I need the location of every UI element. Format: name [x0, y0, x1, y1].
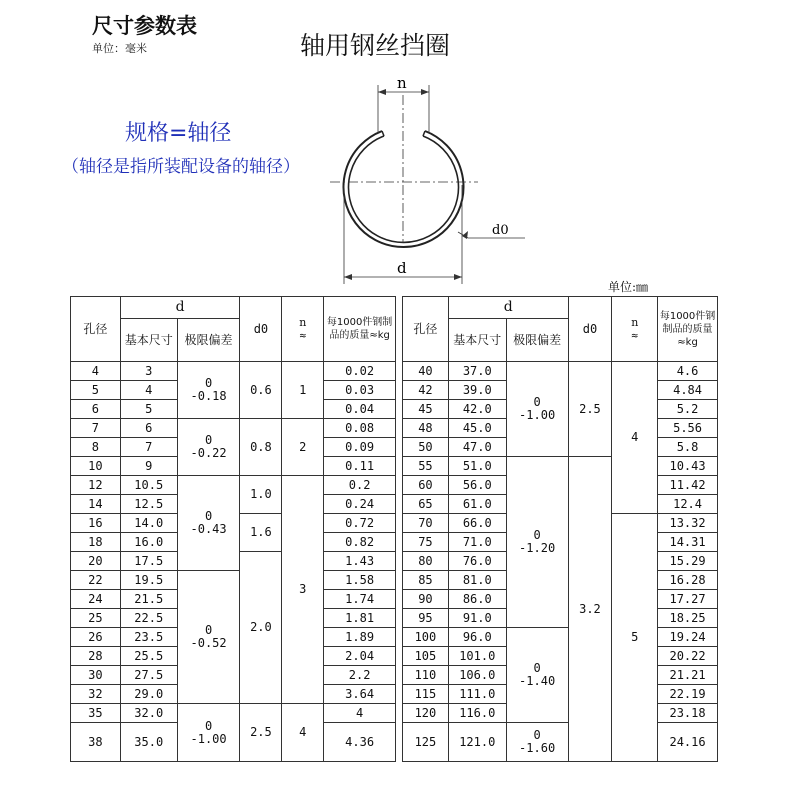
hole-size-cell: 60 — [403, 476, 449, 495]
d-label: d — [397, 259, 407, 277]
tolerance-cell — [506, 457, 568, 628]
d0-cell: 3.2 — [568, 457, 612, 762]
mass-cell: 22.19 — [658, 685, 718, 704]
hole-size-cell: 4 — [71, 362, 121, 381]
hole-size-cell: 50 — [403, 438, 449, 457]
hole-size-cell: 85 — [403, 571, 449, 590]
basic-size-cell: 47.0 — [448, 438, 506, 457]
table-row — [71, 571, 396, 590]
hole-size-cell: 100 — [403, 628, 449, 647]
header-tolerance: 极限偏差 — [177, 319, 240, 362]
retaining-ring-diagram — [0, 0, 790, 295]
hole-size-cell: 18 — [71, 533, 121, 552]
basic-size-cell: 66.0 — [448, 514, 506, 533]
hole-size-cell: 24 — [71, 590, 121, 609]
basic-size-cell: 21.5 — [120, 590, 177, 609]
header-unit: 单位：毫米 — [92, 42, 147, 55]
tolerance-cell — [506, 362, 568, 457]
mass-cell: 4.6 — [658, 362, 718, 381]
mass-cell: 1.81 — [324, 609, 396, 628]
header-n-approx: ≈ — [631, 329, 639, 342]
hole-size-cell: 6 — [71, 400, 121, 419]
basic-size-cell: 42.0 — [448, 400, 506, 419]
header-d0: d0 — [240, 297, 282, 362]
header-hole: 孔径 — [71, 297, 121, 362]
basic-size-cell: 5 — [120, 400, 177, 419]
mass-cell: 0.72 — [324, 514, 396, 533]
mass-cell: 19.24 — [658, 628, 718, 647]
n-cell: 2 — [282, 419, 324, 476]
hole-size-cell: 38 — [71, 723, 121, 762]
tolerance-lower: -1.60 — [519, 741, 556, 755]
n-cell: 1 — [282, 362, 324, 419]
tolerance-upper: 0 — [204, 433, 213, 447]
spec-table-left — [70, 296, 396, 762]
basic-size-cell: 12.5 — [120, 495, 177, 514]
hole-size-cell: 70 — [403, 514, 449, 533]
tolerance-upper: 0 — [533, 395, 541, 409]
header-tolerance: 极限偏差 — [506, 319, 568, 362]
mass-cell: 5.56 — [658, 419, 718, 438]
hole-size-cell: 42 — [403, 381, 449, 400]
ring-gap-right — [423, 131, 425, 136]
header-n-symbol: n — [631, 316, 639, 329]
basic-size-cell: 10.5 — [120, 476, 177, 495]
basic-size-cell: 14.0 — [120, 514, 177, 533]
hole-size-cell: 28 — [71, 647, 121, 666]
basic-size-cell: 16.0 — [120, 533, 177, 552]
hole-size-cell: 8 — [71, 438, 121, 457]
basic-size-cell: 4 — [120, 381, 177, 400]
basic-size-cell: 22.5 — [120, 609, 177, 628]
tolerance-lower: -1.40 — [519, 674, 556, 688]
tolerance-lower: -1.20 — [519, 541, 556, 555]
mass-cell: 12.4 — [658, 495, 718, 514]
basic-size-cell: 29.0 — [120, 685, 177, 704]
basic-size-cell: 6 — [120, 419, 177, 438]
header-n-approx: ≈ — [299, 329, 307, 342]
tolerance-lower: -1.00 — [519, 408, 556, 422]
mass-cell: 2.2 — [324, 666, 396, 685]
mass-cell: 14.31 — [658, 533, 718, 552]
header-hole: 孔径 — [403, 297, 449, 362]
basic-size-cell: 101.0 — [448, 647, 506, 666]
mass-cell: 21.21 — [658, 666, 718, 685]
tolerance-cell — [177, 476, 240, 571]
mass-cell: 10.43 — [658, 457, 718, 476]
tolerance-cell — [506, 628, 568, 723]
mass-cell: 20.22 — [658, 647, 718, 666]
tolerance-upper: 0 — [204, 718, 213, 733]
basic-size-cell: 35.0 — [120, 723, 177, 762]
mass-cell: 2.04 — [324, 647, 396, 666]
hole-size-cell: 75 — [403, 533, 449, 552]
header-title: 尺寸参数表 — [92, 14, 197, 38]
table-row — [403, 723, 718, 762]
hole-size-cell: 14 — [71, 495, 121, 514]
basic-size-cell: 9 — [120, 457, 177, 476]
hole-size-cell: 105 — [403, 647, 449, 666]
d0-label: d0 — [492, 223, 509, 238]
hole-size-cell: 25 — [71, 609, 121, 628]
spec-note: （轴径是指所装配设备的轴径） — [62, 157, 300, 177]
hole-size-cell: 125 — [403, 723, 449, 762]
hole-size-cell: 5 — [71, 381, 121, 400]
hole-size-cell: 20 — [71, 552, 121, 571]
basic-size-cell: 106.0 — [448, 666, 506, 685]
header-n-symbol: n — [299, 316, 307, 329]
tolerance-upper: 0 — [204, 509, 213, 523]
n-cell: 5 — [612, 514, 658, 762]
mass-cell: 11.42 — [658, 476, 718, 495]
tolerance-upper: 0 — [533, 528, 541, 542]
mass-cell: 4.36 — [324, 723, 396, 762]
hole-size-cell: 90 — [403, 590, 449, 609]
mass-cell: 1.58 — [324, 571, 396, 590]
n-cell: 4 — [282, 704, 324, 762]
hole-size-cell: 80 — [403, 552, 449, 571]
basic-size-cell: 121.0 — [448, 723, 506, 762]
basic-size-cell: 61.0 — [448, 495, 506, 514]
mass-cell: 24.16 — [658, 723, 718, 762]
basic-size-cell: 96.0 — [448, 628, 506, 647]
basic-size-cell: 111.0 — [448, 685, 506, 704]
d0-cell: 2.0 — [240, 552, 282, 704]
mass-cell: 1.74 — [324, 590, 396, 609]
mass-cell: 5.2 — [658, 400, 718, 419]
mass-cell: 1.43 — [324, 552, 396, 571]
basic-size-cell: 25.5 — [120, 647, 177, 666]
basic-size-cell: 27.5 — [120, 666, 177, 685]
header-n — [282, 297, 324, 362]
d0-cell: 1.6 — [240, 514, 282, 552]
hole-size-cell: 40 — [403, 362, 449, 381]
hole-size-cell: 95 — [403, 609, 449, 628]
mass-cell: 16.28 — [658, 571, 718, 590]
table-row — [403, 628, 718, 647]
d0-cell: 1.0 — [240, 476, 282, 514]
basic-size-cell: 3 — [120, 362, 177, 381]
mass-cell: 13.32 — [658, 514, 718, 533]
d0-cell: 2.5 — [568, 362, 612, 457]
mass-cell: 0.08 — [324, 419, 396, 438]
header-d: d — [448, 297, 568, 319]
mass-cell: 0.82 — [324, 533, 396, 552]
tolerance-lower: -1.00 — [190, 731, 227, 746]
header-basic-size: 基本尺寸 — [448, 319, 506, 362]
tolerance-upper: 0 — [204, 623, 213, 637]
d0-cell: 2.5 — [240, 704, 282, 762]
table-unit: 单位:㎜ — [608, 280, 649, 294]
basic-size-cell: 39.0 — [448, 381, 506, 400]
header-n — [612, 297, 658, 362]
hole-size-cell: 110 — [403, 666, 449, 685]
basic-size-cell: 81.0 — [448, 571, 506, 590]
mass-cell: 0.2 — [324, 476, 396, 495]
basic-size-cell: 76.0 — [448, 552, 506, 571]
n-label: n — [397, 74, 407, 92]
header-d: d — [120, 297, 240, 319]
basic-size-cell: 7 — [120, 438, 177, 457]
mass-cell: 4.84 — [658, 381, 718, 400]
table-row — [71, 704, 396, 723]
spec-table-right — [402, 296, 718, 762]
d0-cell: 0.8 — [240, 419, 282, 476]
tolerance-cell — [177, 704, 240, 762]
table-row — [71, 476, 396, 495]
hole-size-cell: 48 — [403, 419, 449, 438]
table-row — [71, 362, 396, 381]
basic-size-cell: 116.0 — [448, 704, 506, 723]
n-cell: 3 — [282, 476, 324, 704]
hole-size-cell: 65 — [403, 495, 449, 514]
mass-cell: 17.27 — [658, 590, 718, 609]
n-cell: 4 — [612, 362, 658, 514]
basic-size-cell: 23.5 — [120, 628, 177, 647]
hole-size-cell: 26 — [71, 628, 121, 647]
header-mass: 每1000件钢制品的质量≈kg — [658, 297, 718, 362]
hole-size-cell: 12 — [71, 476, 121, 495]
hole-size-cell: 35 — [71, 704, 121, 723]
basic-size-cell: 86.0 — [448, 590, 506, 609]
tolerance-lower: -0.22 — [190, 446, 227, 460]
hole-size-cell: 32 — [71, 685, 121, 704]
tolerance-upper: 0 — [533, 661, 541, 675]
tolerance-cell — [177, 571, 240, 704]
mass-cell: 1.89 — [324, 628, 396, 647]
spec-definition: 规格=轴径 — [125, 121, 232, 146]
hole-size-cell: 7 — [71, 419, 121, 438]
mass-cell: 3.64 — [324, 685, 396, 704]
header-basic-size: 基本尺寸 — [120, 319, 177, 362]
hole-size-cell: 16 — [71, 514, 121, 533]
tolerance-lower: -0.43 — [190, 522, 227, 536]
tolerance-upper: 0 — [533, 728, 541, 742]
tolerance-cell — [177, 419, 240, 476]
basic-size-cell: 91.0 — [448, 609, 506, 628]
basic-size-cell: 56.0 — [448, 476, 506, 495]
hole-size-cell: 22 — [71, 571, 121, 590]
mass-cell: 4 — [324, 704, 396, 723]
header-mass: 每1000件钢制品的质量≈kg — [324, 297, 396, 362]
mass-cell: 0.11 — [324, 457, 396, 476]
table-row — [71, 419, 396, 438]
header-d0: d0 — [568, 297, 612, 362]
hole-size-cell: 30 — [71, 666, 121, 685]
mass-cell: 18.25 — [658, 609, 718, 628]
basic-size-cell: 17.5 — [120, 552, 177, 571]
table-row — [403, 362, 718, 381]
basic-size-cell: 45.0 — [448, 419, 506, 438]
mass-cell: 0.03 — [324, 381, 396, 400]
basic-size-cell: 19.5 — [120, 571, 177, 590]
hole-size-cell: 120 — [403, 704, 449, 723]
basic-size-cell: 37.0 — [448, 362, 506, 381]
d0-cell: 0.6 — [240, 362, 282, 419]
tolerance-cell — [177, 362, 240, 419]
hole-size-cell: 45 — [403, 400, 449, 419]
tolerance-cell — [506, 723, 568, 762]
hole-size-cell: 10 — [71, 457, 121, 476]
mass-cell: 0.24 — [324, 495, 396, 514]
tolerance-lower: -0.18 — [190, 389, 227, 403]
basic-size-cell: 51.0 — [448, 457, 506, 476]
mass-cell: 0.09 — [324, 438, 396, 457]
mass-cell: 5.8 — [658, 438, 718, 457]
mass-cell: 0.04 — [324, 400, 396, 419]
mass-cell: 0.02 — [324, 362, 396, 381]
hole-size-cell: 115 — [403, 685, 449, 704]
page-title: 轴用钢丝挡圈 — [300, 31, 451, 60]
table-row — [403, 457, 718, 476]
hole-size-cell: 55 — [403, 457, 449, 476]
ring-outer-arc — [344, 131, 464, 247]
ring-inner-arc — [349, 136, 459, 242]
tolerance-upper: 0 — [204, 376, 213, 390]
tolerance-lower: -0.52 — [190, 636, 227, 650]
mass-cell: 15.29 — [658, 552, 718, 571]
ring-gap-left — [382, 131, 384, 136]
basic-size-cell: 32.0 — [120, 704, 177, 723]
mass-cell: 23.18 — [658, 704, 718, 723]
basic-size-cell: 71.0 — [448, 533, 506, 552]
